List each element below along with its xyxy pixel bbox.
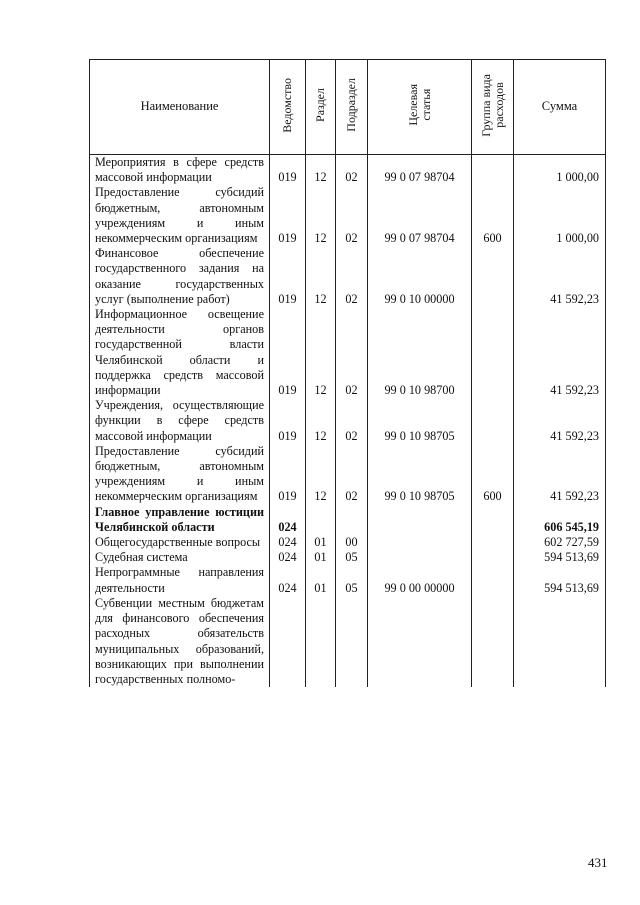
cell-celevaya: 99 0 07 98704 bbox=[368, 155, 472, 186]
table-row bbox=[90, 505, 606, 535]
cell-ved: 019 bbox=[270, 155, 306, 186]
page-number: 431 bbox=[588, 855, 608, 870]
cell-summa: 1 000,00 bbox=[514, 185, 606, 246]
cell-gruppa bbox=[472, 307, 514, 398]
cell-razdel bbox=[306, 505, 336, 535]
cell-ved: 024 bbox=[270, 565, 306, 595]
table-row bbox=[90, 565, 606, 595]
budget-table-page bbox=[89, 59, 605, 687]
cell-gruppa bbox=[472, 155, 514, 186]
cell-ved: 024 bbox=[270, 550, 306, 565]
cell-podrazdel: 02 bbox=[336, 444, 368, 505]
cell-ved: 019 bbox=[270, 444, 306, 505]
table-body bbox=[90, 155, 606, 688]
table-row bbox=[90, 307, 606, 398]
cell-ved: 024 bbox=[270, 505, 306, 535]
cell-razdel: 01 bbox=[306, 550, 336, 565]
header-ved: Ведомство bbox=[270, 60, 306, 155]
cell-summa: 1 000,00 bbox=[514, 155, 606, 186]
table-row bbox=[90, 444, 606, 505]
table-row bbox=[90, 246, 606, 307]
table-row bbox=[90, 185, 606, 246]
cell-celevaya: 99 0 10 98700 bbox=[368, 307, 472, 398]
cell-razdel: 12 bbox=[306, 444, 336, 505]
cell-celevaya bbox=[368, 505, 472, 535]
cell-razdel: 12 bbox=[306, 185, 336, 246]
cell-summa: 594 513,69 bbox=[514, 550, 606, 565]
table-row bbox=[90, 155, 606, 186]
cell-ved: 019 bbox=[270, 246, 306, 307]
cell-celevaya: 99 0 10 00000 bbox=[368, 246, 472, 307]
cell-podrazdel: 02 bbox=[336, 307, 368, 398]
cell-summa: 41 592,23 bbox=[514, 444, 606, 505]
cell-celevaya: 99 0 00 00000 bbox=[368, 565, 472, 595]
cell-celevaya bbox=[368, 550, 472, 565]
cell-podrazdel bbox=[336, 505, 368, 535]
cell-summa: 606 545,19 bbox=[514, 505, 606, 535]
cell-razdel: 01 bbox=[306, 565, 336, 595]
cell-razdel: 12 bbox=[306, 155, 336, 186]
cell-podrazdel: 02 bbox=[336, 185, 368, 246]
table-header-row bbox=[90, 60, 606, 155]
cell-gruppa bbox=[472, 596, 514, 687]
cell-celevaya bbox=[368, 596, 472, 687]
cell-celevaya: 99 0 10 98705 bbox=[368, 398, 472, 444]
cell-name: Финансовое обеспечение государственного задания на оказание государственных услуг (выполнение работ) bbox=[90, 246, 270, 307]
cell-gruppa bbox=[472, 398, 514, 444]
header-celevaya: Целевая статья bbox=[368, 60, 472, 155]
header-razdel: Раздел bbox=[306, 60, 336, 155]
cell-celevaya: 99 0 10 98705 bbox=[368, 444, 472, 505]
table-row bbox=[90, 596, 606, 687]
cell-summa bbox=[514, 596, 606, 687]
cell-name: Субвенции местным бюджетам для финансового обеспечения расходных обязательств муниципальных образований, возникающих при выполнении государственных полномо- bbox=[90, 596, 270, 687]
cell-podrazdel: 05 bbox=[336, 565, 368, 595]
cell-gruppa bbox=[472, 505, 514, 535]
header-podrazdel: Подраздел bbox=[336, 60, 368, 155]
cell-razdel: 12 bbox=[306, 398, 336, 444]
cell-name: Учреждения, осуществляющие функции в сфере средств массовой информации bbox=[90, 398, 270, 444]
cell-podrazdel: 02 bbox=[336, 246, 368, 307]
header-gruppa: Группа вида расходов bbox=[472, 60, 514, 155]
cell-name: Судебная система bbox=[90, 550, 270, 565]
cell-ved bbox=[270, 596, 306, 687]
cell-razdel: 12 bbox=[306, 246, 336, 307]
cell-gruppa bbox=[472, 535, 514, 550]
cell-razdel: 01 bbox=[306, 535, 336, 550]
cell-gruppa: 600 bbox=[472, 444, 514, 505]
table-row bbox=[90, 535, 606, 550]
cell-gruppa bbox=[472, 565, 514, 595]
cell-name: Главное управление юстиции Челябинской области bbox=[90, 505, 270, 535]
header-summa: Сумма bbox=[514, 60, 606, 155]
cell-name: Предоставление субсидий бюджетным, автономным учреждениям и иным некоммерческим организациям bbox=[90, 185, 270, 246]
cell-name: Мероприятия в сфере средств массовой информации bbox=[90, 155, 270, 186]
cell-podrazdel: 02 bbox=[336, 398, 368, 444]
cell-celevaya bbox=[368, 535, 472, 550]
cell-name: Предоставление субсидий бюджетным, автономным учреждениям и иным некоммерческим организациям bbox=[90, 444, 270, 505]
cell-summa: 602 727,59 bbox=[514, 535, 606, 550]
cell-name: Непрограммные направления деятельности bbox=[90, 565, 270, 595]
cell-name: Общегосударственные вопросы bbox=[90, 535, 270, 550]
cell-gruppa: 600 bbox=[472, 185, 514, 246]
cell-summa: 594 513,69 bbox=[514, 565, 606, 595]
cell-podrazdel: 05 bbox=[336, 550, 368, 565]
cell-gruppa bbox=[472, 246, 514, 307]
cell-ved: 024 bbox=[270, 535, 306, 550]
cell-summa: 41 592,23 bbox=[514, 246, 606, 307]
cell-gruppa bbox=[472, 550, 514, 565]
cell-podrazdel: 02 bbox=[336, 155, 368, 186]
cell-ved: 019 bbox=[270, 307, 306, 398]
cell-summa: 41 592,23 bbox=[514, 307, 606, 398]
cell-summa: 41 592,23 bbox=[514, 398, 606, 444]
cell-celevaya: 99 0 07 98704 bbox=[368, 185, 472, 246]
cell-razdel: 12 bbox=[306, 307, 336, 398]
table-row bbox=[90, 550, 606, 565]
cell-podrazdel: 00 bbox=[336, 535, 368, 550]
header-name: Наименование bbox=[90, 60, 270, 155]
cell-razdel bbox=[306, 596, 336, 687]
cell-name: Информационное освещение деятельности органов государственной власти Челябинской области и поддержка средств массовой информации bbox=[90, 307, 270, 398]
budget-table bbox=[89, 59, 606, 687]
table-row bbox=[90, 398, 606, 444]
cell-ved: 019 bbox=[270, 185, 306, 246]
cell-podrazdel bbox=[336, 596, 368, 687]
cell-ved: 019 bbox=[270, 398, 306, 444]
